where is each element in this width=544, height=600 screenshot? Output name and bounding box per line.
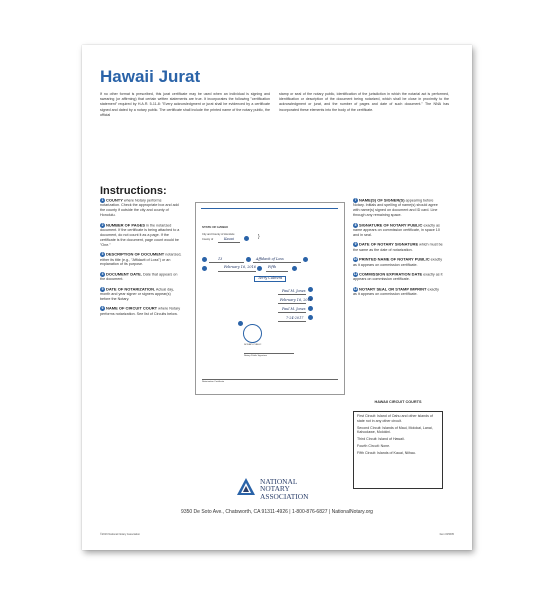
instruction-heading: COMMISSION EXPIRATION DATE <box>359 271 423 277</box>
instruction-text: exactly as name appears on commission certificate, in space 10 and in seal. <box>353 223 440 237</box>
instruction-text: notarized, either its title (e.g., "Affidavit of Loss") or an explanation of its purpose. <box>100 252 182 267</box>
instruction-heading: DOCUMENT DATE. <box>106 271 142 277</box>
circuit-entry: Fifth Circuit: Islands of Kauai, Niihau. <box>357 450 416 455</box>
step-number-icon: 6 <box>101 306 104 311</box>
form-pages-line <box>209 262 244 263</box>
instruction-text: Date that appears on the document. <box>100 272 178 282</box>
copyright-footer: ©2016 National Notary Association <box>100 533 141 536</box>
instruction-text: Actual day, month and year signer or signers appear(s) before the Notary. <box>100 287 174 301</box>
step-number-icon: 7 <box>354 198 357 202</box>
form-date-line <box>218 271 256 272</box>
instruction-item <box>100 287 182 302</box>
form-bottom-caption: Notarization Certificate <box>202 381 225 383</box>
form-notary-name-value: Paul M. Jones <box>282 307 306 311</box>
instructions-left-column <box>100 198 182 321</box>
form-notarization-date-value: February 16, 2016 <box>224 265 256 269</box>
form-county-option-1: City and County of Honolulu <box>202 233 235 236</box>
circuit-entry: Third Circuit: Island of Hawaii. <box>357 437 405 442</box>
instruction-heading: PRINTED NAME OF NOTARY PUBLIC <box>359 256 430 262</box>
form-doc-desc-line <box>253 262 301 263</box>
instruction-item <box>100 198 182 218</box>
instruction-item <box>353 257 443 267</box>
instruction-text: exactly as it appears on commission certificate. <box>353 257 443 267</box>
instruction-item <box>353 242 443 252</box>
form-signature-caption: Notary Public Signature <box>244 355 267 357</box>
instruction-heading: NOTARY SEAL OR STAMP IMPRINT <box>359 286 427 292</box>
instruction-text: where Notary performs notarization. See list of Circuits below. <box>100 306 181 316</box>
form-marker-5-icon <box>202 266 207 271</box>
form-marker-1-icon <box>244 236 249 241</box>
circuit-entry: First Circuit: Island of Oahu and other islands of state not in any other circuit. <box>357 414 433 423</box>
instruction-item <box>353 223 443 238</box>
logo-line-3: ASSOCIATION <box>260 491 309 501</box>
form-marker-6-icon <box>257 266 262 271</box>
instruction-item <box>353 198 443 218</box>
instruction-item <box>353 272 443 282</box>
form-seal-caption: NOTARY PUBLIC <box>244 344 262 346</box>
instruction-item <box>100 306 182 316</box>
logo-line-1: NATIONAL <box>260 477 298 486</box>
form-circuit-value: Fifth <box>268 265 277 269</box>
form-county-line <box>218 242 240 243</box>
circuit-courts-heading: HAWAII CIRCUIT COURTS <box>374 400 422 404</box>
step-number-icon: 5 <box>101 286 104 291</box>
instruction-item <box>100 223 182 248</box>
instruction-text: appearing before Notary. Initials and spelling of name(s) should agree with name(s) signed on document and ID card. Line through any remaining space. <box>353 198 438 218</box>
form-marker-3-icon <box>246 257 251 262</box>
form-notary-signature-value: Paul M. Jones <box>282 289 306 293</box>
form-signature-rule <box>244 353 294 354</box>
form-notary-sig-line <box>278 294 306 295</box>
form-signer-value: Terry Cabrera <box>258 276 283 280</box>
form-notary-date-value: February 16, 2016 <box>280 298 312 302</box>
instruction-heading: DESCRIPTION OF DOCUMENT <box>106 251 165 257</box>
form-notary-date-line <box>278 303 306 304</box>
intro-paragraph-left: If no other format is prescribed, this jurat certificate may be used when an individual is signing and swearing (or affirming) that certain written statements are true. It incorporates the following "certification statement" required by H.A.R. 5-11-8: "Every acknowledgment or jurat shall be evidenced by a certificate signed and dated by a notary public. The certificate shall include the printed name of the notary public, the official <box>100 92 270 117</box>
instruction-text: which must be the same as the date of notarization. <box>353 242 443 252</box>
instruction-heading: NUMBER OF PAGES <box>106 222 146 228</box>
instruction-heading: DATE OF NOTARY SIGNATURE <box>359 241 419 247</box>
instruction-text: in the notarized document. If the certificate is being attached to a document, do not count it as a page. If the certificate is the document, page count would be "One." <box>100 223 180 247</box>
instruction-text: where Notary performs notarization. Check the appropriate box and add the county if outside the city and county of Honolulu. <box>100 198 179 218</box>
step-number-icon: 10 <box>353 257 358 262</box>
instruction-heading: COUNTY <box>106 197 123 203</box>
instruction-item <box>100 252 182 267</box>
step-number-icon: 4 <box>101 271 104 276</box>
form-pages-value: 13 <box>218 257 223 261</box>
instruction-text: exactly as it appears on commission certificate. <box>353 272 443 282</box>
instruction-heading: SIGNATURE OF NOTARY PUBLIC <box>359 222 423 228</box>
instruction-item <box>353 287 443 297</box>
item-number-footer: Item #15605 <box>439 533 454 536</box>
instruction-item <box>100 272 182 282</box>
form-circuit-line <box>266 271 288 272</box>
form-county-value: Kauai <box>224 237 234 241</box>
step-number-icon: 3 <box>101 252 104 257</box>
form-marker-7-icon <box>292 266 297 271</box>
instruction-heading: NAME(S) OF SIGNER(S) <box>359 197 405 203</box>
address-line: 9350 De Soto Ave., Chatsworth, CA 91311-4926 | 1-800-876-6827 | NationalNotary.org <box>181 509 373 515</box>
form-notary-name-line <box>278 312 306 313</box>
form-marker-10-icon <box>308 306 313 311</box>
nna-logo-icon <box>236 477 256 497</box>
form-commission-line <box>278 321 306 322</box>
step-number-icon: 8 <box>354 222 357 227</box>
form-commission-value: 7-24-2017 <box>286 316 304 320</box>
instructions-heading: Instructions: <box>100 185 167 197</box>
circuit-entry: Fourth Circuit: None. <box>357 443 391 448</box>
logo-line-2: NOTARY <box>260 484 290 494</box>
step-number-icon: 9 <box>354 242 357 247</box>
form-bottom-rule <box>202 379 338 380</box>
form-bracket-icon: } <box>258 234 260 240</box>
step-number-icon: 1 <box>101 198 104 202</box>
form-marker-12-icon <box>238 321 243 326</box>
form-doc-desc-value: Affidavit of Loss <box>256 257 284 261</box>
form-county-option-2: County of <box>202 238 214 241</box>
form-marker-2-icon <box>202 257 207 262</box>
form-top-rule <box>201 208 338 209</box>
circuit-entry: Second Circuit: Islands of Maui, Molokai, Lanai, Kahoolawe, Molokini. <box>357 425 433 435</box>
form-seal-placeholder <box>243 324 262 343</box>
document-page <box>82 45 472 550</box>
form-marker-11-icon <box>308 315 313 320</box>
nna-logo-wordmark <box>260 478 308 500</box>
circuit-courts-box <box>353 411 443 489</box>
instruction-heading: DATE OF NOTARIZATION. <box>106 286 156 292</box>
instruction-text: exactly as it appears on commission certificate. <box>353 287 440 297</box>
intro-paragraph-right: stamp or seal of the notary public, identification of the jurisdiction in which the notarial act is performed, identification or description of the document being notarized, which shall be close in proximity to the acknowledgment or jurat, and the number of pages and date of such document." The NNA has incorporated these elements into the body of the certificate. <box>279 92 449 112</box>
step-number-icon: 12 <box>353 286 358 291</box>
step-number-icon: 2 <box>101 222 104 227</box>
instructions-right-column <box>353 198 443 302</box>
form-marker-4-icon <box>303 257 308 262</box>
page-title: Hawaii Jurat <box>100 67 201 86</box>
form-state-header: STATE OF HAWAII <box>202 225 228 229</box>
instruction-heading: NAME OF CIRCUIT COURT <box>106 305 158 311</box>
sample-jurat-form <box>195 202 345 395</box>
step-number-icon: 11 <box>353 271 358 276</box>
form-marker-8-icon <box>308 287 313 292</box>
